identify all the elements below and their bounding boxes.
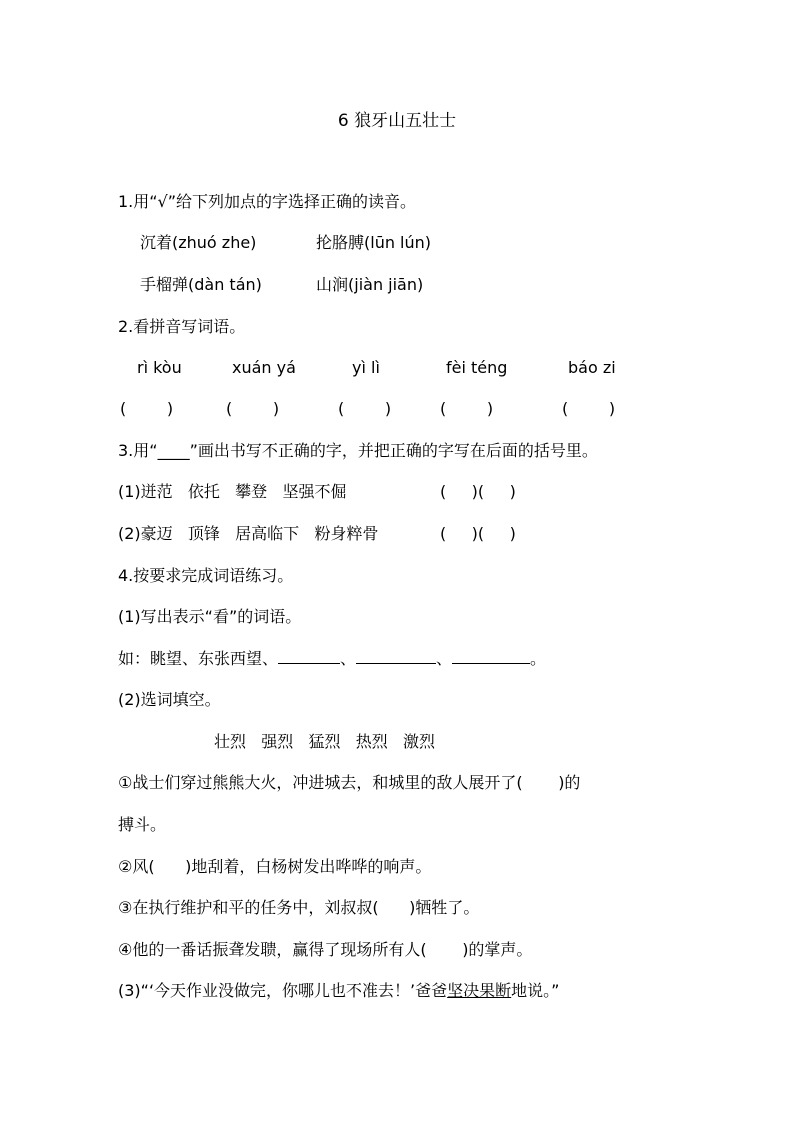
q1-item: 手榴弹(dàn tán) <box>140 275 262 294</box>
q3-row-2-brackets[interactable]: ( )( ) <box>440 524 516 543</box>
q4-sentence-1-cont: 搏斗。 <box>118 815 167 834</box>
q3-row-1[interactable]: (1)迸范 依托 攀登 坚强不倔 <box>118 482 347 501</box>
q4-sub1: (1)写出表示“看”的词语。 <box>118 607 302 626</box>
q2-answer-bracket[interactable]: ( ) <box>440 399 494 418</box>
q2-answer-bracket[interactable]: ( ) <box>226 399 280 418</box>
q4-sentence-2[interactable]: ②风( )地刮着，白杨树发出哗哗的响声。 <box>118 857 432 876</box>
q2-answer-bracket[interactable]: ( ) <box>338 399 392 418</box>
q1-item: 抡胳膊(lūn lún) <box>316 233 432 252</box>
q3-prompt-blank: ____ <box>157 441 190 460</box>
q2-answer-bracket[interactable]: ( ) <box>120 399 174 418</box>
q3-row-2[interactable]: (2)豪迈 顶锋 居高临下 粉身粹骨 <box>118 524 379 543</box>
q2-answer-bracket[interactable]: ( ) <box>562 399 616 418</box>
answer-blank[interactable] <box>452 649 530 664</box>
q4-example: 如：眺望、东张西望、 、 、 。 <box>118 649 547 668</box>
q2-pinyin: báo zi <box>568 358 616 377</box>
q1-item: 沉着(zhuó zhe) <box>140 233 257 252</box>
q2-pinyin: rì kòu <box>137 358 182 377</box>
q4-sentence-3[interactable]: ③在执行维护和平的任务中，刘叔叔( )牺牲了。 <box>118 898 480 917</box>
page-title: 6 狼牙山五壮士 <box>337 111 457 131</box>
answer-blank[interactable] <box>278 649 340 664</box>
q2-prompt: 2.看拼音写词语。 <box>118 317 246 336</box>
q1-prompt: 1.用“√”给下列加点的字选择正确的读音。 <box>118 192 417 211</box>
q4-sentence-4[interactable]: ④他的一番话振聋发聩，赢得了现场所有人( )的掌声。 <box>118 940 533 959</box>
q4-sentence-1[interactable]: ①战士们穿过熊熊大火，冲进城去，和城里的敌人展开了( )的 <box>118 773 581 792</box>
q4-sub2: (2)选词填空。 <box>118 690 221 709</box>
q3-prompt: 3.用“____”画出书写不正确的字，并把正确的字写在后面的括号里。 <box>118 441 598 460</box>
q4-word-options: 壮烈 强烈 猛烈 热烈 激烈 <box>214 732 436 751</box>
q4-prompt: 4.按要求完成词语练习。 <box>118 566 294 585</box>
q4-sub3: (3)“‘今天作业没做完，你哪儿也不准去！’爸爸坚决果断地说。” <box>118 981 560 1000</box>
q2-pinyin: xuán yá <box>232 358 296 377</box>
underlined-phrase: 坚决果断 <box>447 981 512 1000</box>
answer-blank[interactable] <box>356 649 436 664</box>
q1-item: 山涧(jiàn jiān) <box>316 275 424 294</box>
q3-row-1-brackets[interactable]: ( )( ) <box>440 482 516 501</box>
q2-pinyin: fèi téng <box>446 358 508 377</box>
q2-pinyin: yì lì <box>352 358 380 377</box>
